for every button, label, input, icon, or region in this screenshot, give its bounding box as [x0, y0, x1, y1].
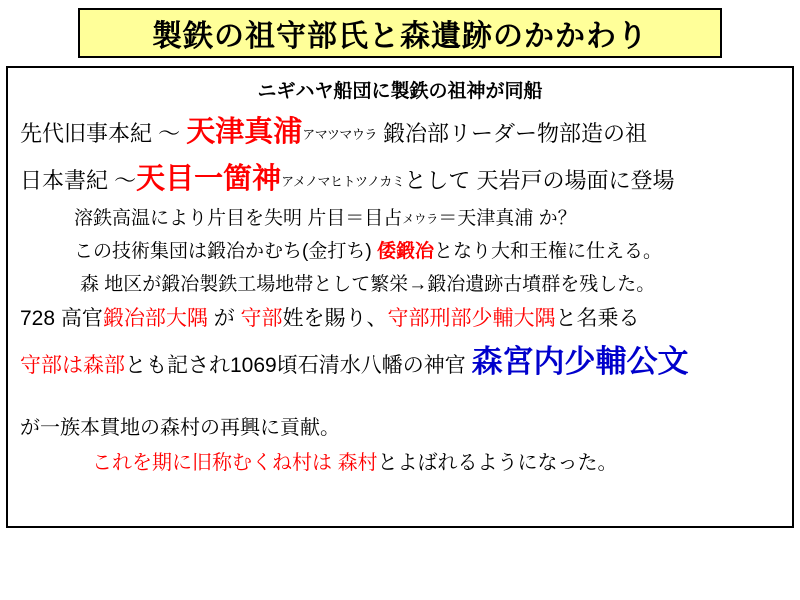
body-line-3	[74, 203, 782, 230]
line1-ruby: アマツマウラ	[302, 127, 377, 142]
line7-name-morimiyauchi-shoyu-kumon: 森宮内少輔公文	[471, 344, 689, 379]
body-line-4	[74, 236, 782, 263]
line7-part-b: とも記され1069頃石清水八幡の神官	[125, 354, 472, 377]
body-line-9	[92, 446, 782, 475]
body-line-8	[20, 411, 782, 440]
line6-part-g: と名乗る	[555, 307, 640, 330]
line9-term-morimura: 森村	[337, 452, 378, 474]
line9-part-c: とよばれるようになった。	[377, 452, 618, 474]
line6-term-moribe: 守部	[240, 307, 283, 330]
page-title: 製鉄の祖守部氏と森遺跡のかかわり	[152, 20, 648, 53]
line6-part-c: が	[207, 307, 241, 330]
slide-body	[6, 66, 794, 528]
line3-ruby: メウラ	[402, 212, 439, 226]
line6-part-e: 姓を賜り、	[282, 307, 388, 330]
line3-part-a: 溶鉄高温により片目を失明 片目＝目占	[74, 208, 403, 229]
line7-term-moribe-wa-moribe: 守部は森部	[20, 354, 125, 377]
line8-text: が一族本貫地の森村の再興に貢献。	[20, 417, 340, 439]
body-line-7	[20, 336, 782, 381]
line5-text: 森 地区が鍛冶製鉄工場地帯として繁栄→鍛冶遺跡古墳群を残した。	[80, 274, 656, 295]
line6-part-a: 728 高官	[20, 307, 103, 330]
body-line-6	[20, 302, 782, 332]
line6-term-moribe-osakabe-shoyu-osumi: 守部刑部少輔大隅	[387, 307, 556, 330]
line2-name-amenomahitotsunokami: 天目一箇神	[136, 163, 282, 195]
line3-part-c: ＝天津真浦 か？	[438, 208, 577, 229]
body-line-1	[20, 109, 782, 150]
line9-part-a: これを期に旧称むくね村は	[92, 452, 338, 474]
line1-part-a: 先代旧事本紀 ～	[20, 121, 187, 146]
line2-part-a: 日本書紀 ～	[20, 168, 137, 193]
line2-part-d: として 天岩戸の場面に登場	[404, 168, 675, 193]
line4-part-c: となり大和王権に仕える。	[433, 241, 662, 262]
line6-term-kajibe-osumi: 鍛冶部大隅	[102, 307, 208, 330]
line4-term-wakaji: 倭鍛冶	[376, 241, 434, 262]
body-subheading: ニギハヤ船団に製鉄の祖神が同船	[257, 81, 543, 102]
line1-part-d: 鍛冶部リーダー物部造の祖	[376, 121, 647, 146]
slide-title-banner	[78, 8, 722, 58]
line4-part-a: この技術集団は鍛冶かむち(金打ち)	[74, 241, 377, 262]
body-line-5	[80, 269, 782, 296]
body-line-2	[20, 156, 782, 197]
line2-ruby: アメノマヒトツノカミ	[281, 174, 405, 189]
line1-name-amatsumaura: 天津真浦	[186, 116, 303, 148]
